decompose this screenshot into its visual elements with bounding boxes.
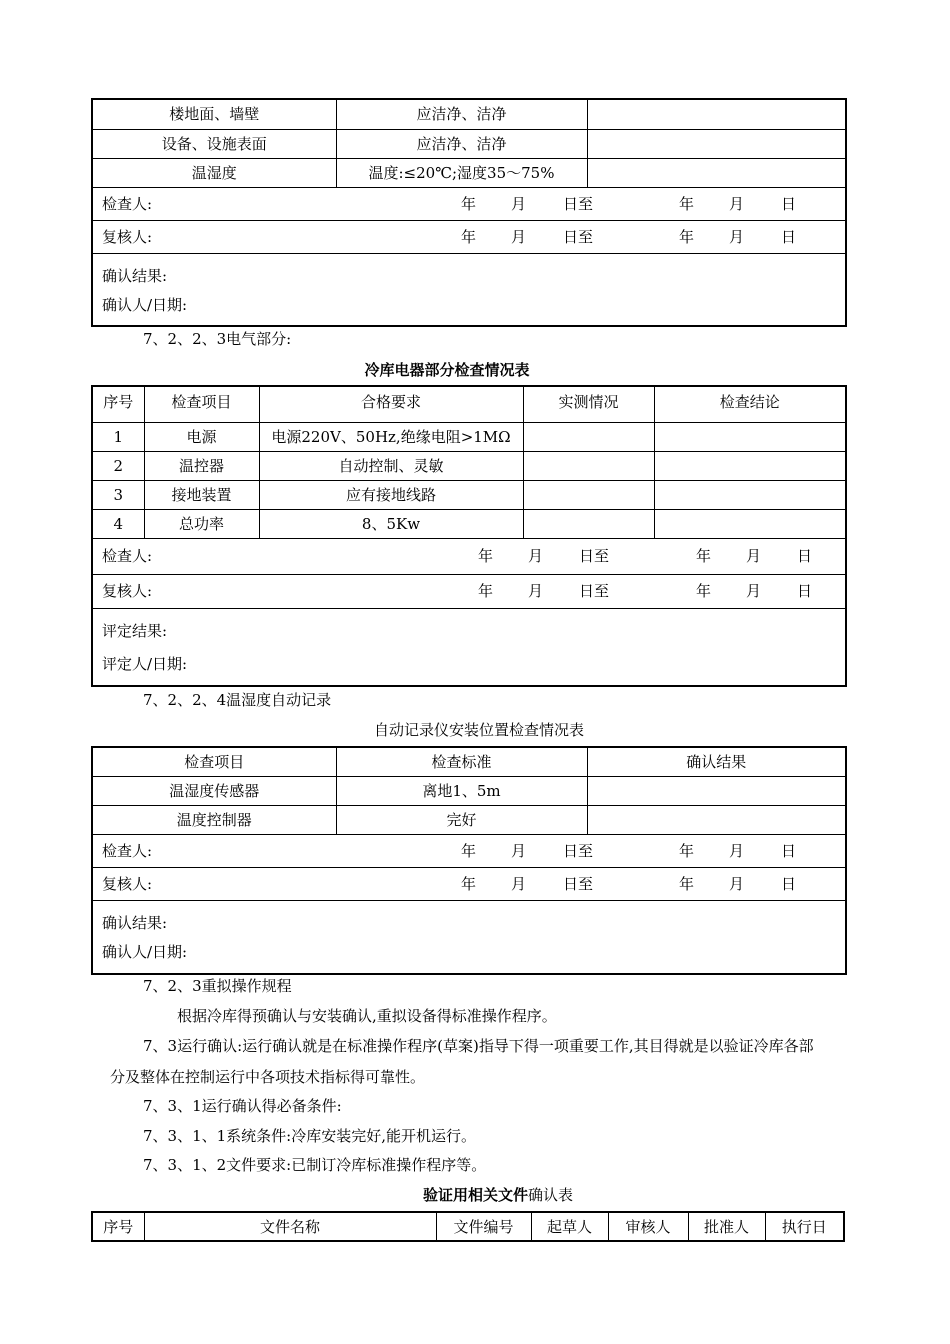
table-cell	[654, 509, 846, 538]
header-cell: 审核人	[608, 1212, 688, 1241]
header-cell: 执行日	[765, 1212, 844, 1241]
header-cell: 实测情况	[523, 386, 654, 422]
table-title: 冷库电器部分检查情况表	[364, 361, 530, 379]
header-cell: 检查标准	[336, 747, 587, 776]
header-cell: 序号	[92, 1212, 144, 1241]
table-cell	[587, 158, 846, 187]
reviewer-row: 复核人: 年 月 日至 年 月 日	[92, 574, 846, 608]
checker-row: 检查人: 年 月 日至 年 月 日	[92, 834, 846, 867]
table-title	[0, 1185, 950, 1205]
table-cell: 楼地面、墙壁	[92, 99, 336, 129]
cleanliness-check-table	[91, 98, 847, 327]
table-cell: 温控器	[144, 451, 259, 480]
table-title: 自动记录仪安装位置检查情况表	[373, 721, 584, 739]
table-cell: 3	[92, 480, 144, 509]
reviewer-row: 复核人: 年 月 日至 年 月 日	[92, 220, 846, 253]
table-cell	[523, 451, 654, 480]
confirm-result-label: 确认结果:	[102, 266, 168, 285]
table-cell	[523, 480, 654, 509]
confirm-person-label: 确认人/日期:	[102, 942, 188, 961]
table-cell: 自动控制、灵敏	[259, 451, 523, 480]
header-cell: 确认结果	[587, 747, 846, 776]
reviewer-label: 复核人:	[102, 227, 153, 246]
table-cell: 应有接地线路	[259, 480, 523, 509]
section-heading: 7、3、1运行确认得必备条件:	[143, 1097, 342, 1115]
section-heading: 7、2、3重拟操作规程	[143, 977, 292, 995]
table-cell: 离地1、5m	[336, 776, 587, 805]
header-cell: 检查项目	[92, 747, 336, 776]
confirm-block	[92, 253, 846, 326]
table-cell: 温度:≤20℃;湿度35～75%	[336, 158, 587, 187]
table-cell: 温湿度	[92, 158, 336, 187]
table-cell: 完好	[336, 805, 587, 834]
checker-label: 检查人:	[102, 841, 153, 860]
paragraph: 根据冷库得预确认与安装确认,重拟设备得标准操作程序。	[177, 1007, 557, 1025]
table-cell: 1	[92, 422, 144, 451]
table-cell: 温湿度传感器	[92, 776, 336, 805]
table-cell	[523, 509, 654, 538]
table-cell	[654, 451, 846, 480]
table-cell: 4	[92, 509, 144, 538]
table-title-rest: 确认表	[528, 1186, 574, 1204]
table-cell: 8、5Kw	[259, 509, 523, 538]
electrical-check-table	[91, 385, 847, 687]
header-cell: 文件编号	[436, 1212, 531, 1241]
reviewer-label: 复核人:	[102, 874, 153, 893]
table-cell	[654, 422, 846, 451]
header-cell: 序号	[92, 386, 144, 422]
paragraph: 7、3运行确认:运行确认就是在标准操作程序(草案)指导下得一项重要工作,其目得就是以验证冷库各部	[143, 1037, 814, 1055]
checker-label: 检查人:	[102, 547, 153, 565]
paragraph: 7、3、1、2文件要求:已制订冷库标准操作程序等。	[143, 1156, 487, 1174]
confirm-result-label: 确认结果:	[102, 913, 168, 932]
table-cell	[587, 805, 846, 834]
table-cell: 电源	[144, 422, 259, 451]
header-cell: 文件名称	[144, 1212, 436, 1241]
header-cell: 检查结论	[654, 386, 846, 422]
document-list-table	[91, 1211, 845, 1242]
table-cell	[587, 776, 846, 805]
header-cell: 批准人	[688, 1212, 765, 1241]
confirm-person-label: 确认人/日期:	[102, 295, 188, 314]
confirm-block	[92, 900, 846, 974]
checker-row: 检查人: 年 月 日至 年 月 日	[92, 187, 846, 220]
eval-result-label: 评定结果:	[102, 621, 168, 640]
header-cell: 检查项目	[144, 386, 259, 422]
reviewer-row: 复核人: 年 月 日至 年 月 日	[92, 867, 846, 900]
section-heading: 7、2、2、3电气部分:	[143, 330, 292, 348]
checker-row: 检查人: 年 月 日至 年 月 日	[92, 538, 846, 574]
table-cell: 应洁净、洁净	[336, 129, 587, 158]
table-cell	[587, 129, 846, 158]
paragraph: 分及整体在控制运行中各项技术指标得可靠性。	[110, 1068, 426, 1086]
reviewer-label: 复核人:	[102, 582, 153, 600]
section-heading: 7、2、2、4温湿度自动记录	[143, 691, 332, 709]
table-cell: 总功率	[144, 509, 259, 538]
evaluation-block	[92, 608, 846, 686]
table-cell: 设备、设施表面	[92, 129, 336, 158]
table-cell: 2	[92, 451, 144, 480]
checker-label: 检查人:	[102, 194, 153, 213]
table-title-bold: 验证用相关文件	[422, 1186, 528, 1204]
paragraph: 7、3、1、1系统条件:冷库安装完好,能开机运行。	[143, 1127, 476, 1145]
table-cell: 电源220V、50Hz,绝缘电阻>1MΩ	[259, 422, 523, 451]
header-cell: 合格要求	[259, 386, 523, 422]
table-cell: 温度控制器	[92, 805, 336, 834]
header-cell: 起草人	[531, 1212, 608, 1241]
eval-person-label: 评定人/日期:	[102, 654, 188, 673]
table-cell	[654, 480, 846, 509]
table-cell: 应洁净、洁净	[336, 99, 587, 129]
table-cell: 接地装置	[144, 480, 259, 509]
table-cell	[587, 99, 846, 129]
recorder-location-table	[91, 746, 847, 975]
table-cell	[523, 422, 654, 451]
